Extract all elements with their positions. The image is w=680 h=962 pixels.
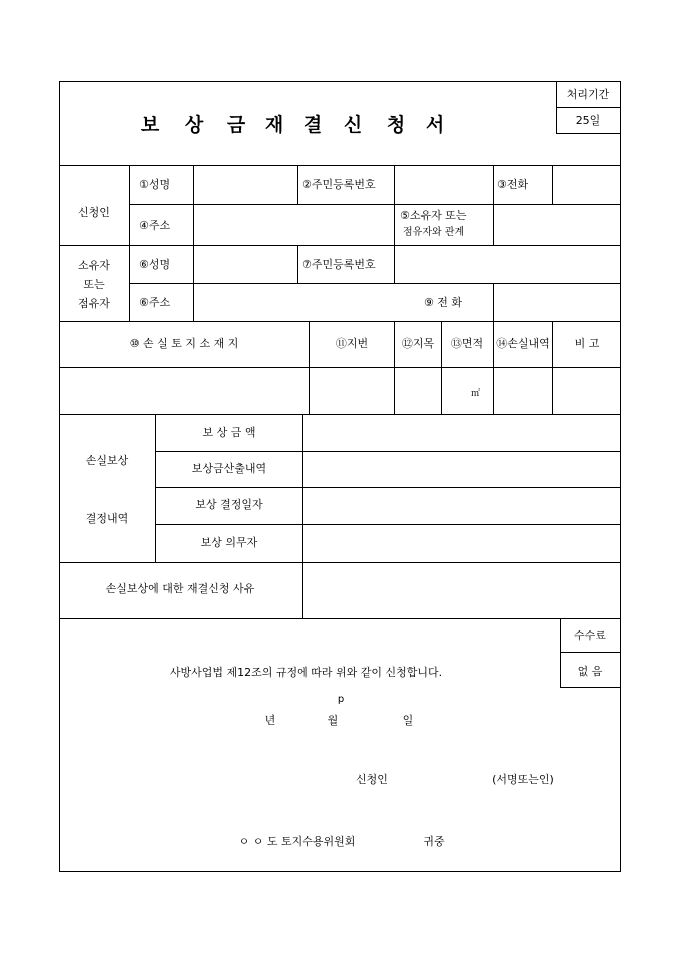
date-day-label: 일 (402, 714, 414, 727)
processing-period-label: 처리기간 (566, 88, 610, 101)
owner-address-label: ⑥주소 (139, 296, 171, 309)
processing-period-value: 25일 (575, 114, 601, 127)
owner-section-label-2: 또는 (83, 278, 105, 291)
title-char: 상 (184, 114, 204, 136)
owner-section-label: 소유자 (78, 259, 110, 272)
applicant-name-label: ①성명 (139, 178, 171, 191)
owner-rrn-label: ⑦주민등록번호 (302, 258, 376, 271)
decision-section-label: 손실보상 (85, 454, 129, 467)
honorific: 귀중 (423, 835, 445, 848)
calculation-details-label: 보상금산출내역 (191, 462, 267, 475)
area-header: ⑬면적 (450, 337, 484, 350)
addressee: ㅇ ㅇ 도 토지수용위원회 (238, 835, 356, 848)
applicant-rrn-label: ②주민등록번호 (302, 178, 376, 191)
date-month-label: 월 (327, 714, 339, 727)
applicant-section-label: 신청인 (78, 206, 110, 219)
title-char: 보 (140, 114, 160, 136)
title-char: 재 (264, 114, 284, 136)
title-char: 결 (303, 114, 323, 136)
owner-section-label-3: 점유자 (78, 297, 110, 310)
owner-name-label: ⑥성명 (139, 258, 171, 271)
land-location-header: ⑩ 손 실 토 지 소 재 지 (129, 337, 239, 350)
applicant-sign-label: 신청인 (356, 773, 388, 786)
decision-date-label: 보상 결정일자 (195, 498, 263, 511)
title-char: 금 (226, 114, 246, 136)
decision-section-label-2: 결정내역 (85, 512, 129, 525)
lot-number-header: ⑪지번 (335, 337, 369, 350)
title-char: 서 (425, 114, 445, 136)
obligor-label: 보상 의무자 (200, 536, 258, 549)
applicant-phone-label: ③전화 (497, 178, 529, 191)
application-statement: 사방사업법 제12조의 규정에 따라 위와 같이 신청합니다. (169, 666, 443, 679)
compensation-amount-label: 보 상 금 액 (202, 426, 256, 439)
owner-phone-label: ⑨ 전 화 (423, 296, 463, 309)
area-unit: ㎡ (471, 389, 481, 399)
applicant-address-label: ④주소 (139, 219, 171, 232)
title-char: 신 (343, 114, 363, 136)
land-category-header: ⑫지목 (401, 337, 435, 350)
applicant-relation-label-2: 점유자와 관계 (403, 227, 465, 238)
signature-placeholder: (서명또는인) (492, 773, 554, 786)
fee-label: 수수료 (574, 629, 606, 642)
loss-details-header: ⑭손실내역 (496, 337, 550, 350)
reason-label: 손실보상에 대한 재결신청 사유 (105, 582, 255, 595)
date-year-label: 년 (264, 714, 276, 727)
title-char: 청 (386, 114, 406, 136)
remarks-header: 비 고 (574, 337, 600, 350)
applicant-relation-label: ⑤소유자 또는 (400, 209, 467, 222)
fee-value: 없 음 (577, 665, 603, 678)
p-mark: p (337, 694, 345, 705)
